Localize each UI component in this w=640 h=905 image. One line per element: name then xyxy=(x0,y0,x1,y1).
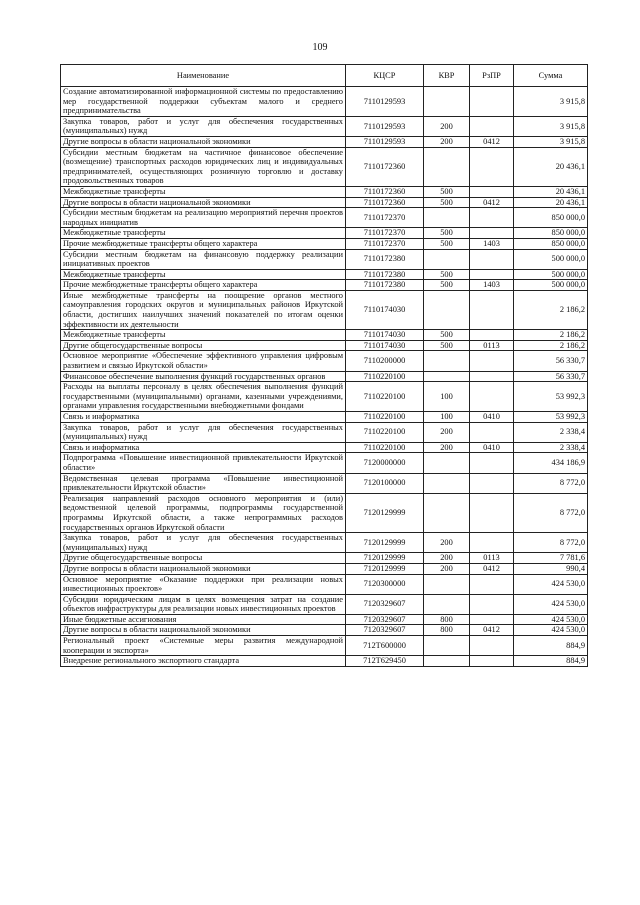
cell-sum: 850 000,0 xyxy=(514,228,588,239)
cell-name: Другие вопросы в области национальной экономики xyxy=(61,136,346,147)
cell-rzpr: 0412 xyxy=(470,563,514,574)
cell-kvr xyxy=(424,208,470,228)
cell-name: Финансовое обеспечение выполнения функций государственных органов xyxy=(61,371,346,382)
cell-kvr: 200 xyxy=(424,533,470,553)
cell-sum: 2 338,4 xyxy=(514,442,588,453)
cell-rzpr xyxy=(470,116,514,136)
cell-sum: 990,4 xyxy=(514,563,588,574)
cell-sum: 7 781,6 xyxy=(514,553,588,564)
cell-kcsr: 7120100000 xyxy=(346,473,424,493)
cell-name: Подпрограмма «Повышение инвестиционной привлекательности Иркутской области» xyxy=(61,453,346,473)
cell-kcsr: 7110129593 xyxy=(346,116,424,136)
cell-sum: 56 330,7 xyxy=(514,371,588,382)
cell-kcsr: 7110172370 xyxy=(346,208,424,228)
header-kvr: КВР xyxy=(424,65,470,87)
cell-name: Межбюджетные трансферты xyxy=(61,186,346,197)
cell-kcsr: 7110172360 xyxy=(346,197,424,208)
cell-sum: 884,9 xyxy=(514,636,588,656)
cell-rzpr xyxy=(470,351,514,371)
cell-rzpr xyxy=(470,186,514,197)
page-number: 109 xyxy=(312,42,328,53)
table-row xyxy=(61,351,588,371)
header-sum: Сумма xyxy=(514,65,588,87)
table-row xyxy=(61,412,588,423)
table-row xyxy=(61,197,588,208)
cell-kcsr: 7110172370 xyxy=(346,238,424,249)
table-row xyxy=(61,493,588,532)
table-row xyxy=(61,228,588,239)
cell-sum: 20 436,1 xyxy=(514,197,588,208)
cell-name: Субсидии местным бюджетам на финансовую поддержку реализации инициативных проектов xyxy=(61,249,346,269)
cell-sum: 850 000,0 xyxy=(514,238,588,249)
table-row xyxy=(61,147,588,186)
cell-kcsr: 7110172380 xyxy=(346,269,424,280)
cell-sum: 8 772,0 xyxy=(514,533,588,553)
cell-rzpr xyxy=(470,594,514,614)
cell-kcsr: 7110172360 xyxy=(346,147,424,186)
cell-kvr xyxy=(424,290,470,329)
cell-name: Реализация направлений расходов основного мероприятия и (или) ведомственной целевой программы, подпрограммы государственной программы Иркутской области, а также непрограммных расходов государственных органов Иркутской области xyxy=(61,493,346,532)
table-row xyxy=(61,280,588,291)
header-name: Наименование xyxy=(61,65,346,87)
cell-name: Внедрение регионального экспортного стандарта xyxy=(61,656,346,667)
cell-kvr: 500 xyxy=(424,269,470,280)
cell-sum: 424 530,0 xyxy=(514,625,588,636)
cell-rzpr xyxy=(470,382,514,412)
table-row xyxy=(61,136,588,147)
cell-name: Другие общегосударственные вопросы xyxy=(61,340,346,351)
table-row xyxy=(61,330,588,341)
cell-kvr: 800 xyxy=(424,625,470,636)
cell-name: Закупка товаров, работ и услуг для обеспечения государственных (муниципальных) нужд xyxy=(61,422,346,442)
cell-kcsr: 7110129593 xyxy=(346,87,424,117)
table-row xyxy=(61,625,588,636)
table-row xyxy=(61,656,588,667)
cell-kvr xyxy=(424,656,470,667)
cell-name: Прочие межбюджетные трансферты общего характера xyxy=(61,280,346,291)
cell-rzpr: 0412 xyxy=(470,625,514,636)
cell-sum: 3 915,8 xyxy=(514,136,588,147)
cell-kcsr: 7120129999 xyxy=(346,533,424,553)
table-body xyxy=(61,87,588,667)
cell-kvr xyxy=(424,371,470,382)
cell-sum: 850 000,0 xyxy=(514,208,588,228)
table-row xyxy=(61,340,588,351)
cell-kcsr: 7110174030 xyxy=(346,340,424,351)
cell-sum: 2 338,4 xyxy=(514,422,588,442)
cell-kcsr: 7110129593 xyxy=(346,136,424,147)
table-row xyxy=(61,116,588,136)
cell-kvr: 200 xyxy=(424,563,470,574)
cell-kvr xyxy=(424,249,470,269)
cell-kcsr: 7120000000 xyxy=(346,453,424,473)
table-row xyxy=(61,574,588,594)
cell-name: Другие вопросы в области национальной экономики xyxy=(61,625,346,636)
cell-sum: 424 530,0 xyxy=(514,614,588,625)
cell-sum: 53 992,3 xyxy=(514,412,588,423)
cell-sum: 500 000,0 xyxy=(514,269,588,280)
cell-sum: 53 992,3 xyxy=(514,382,588,412)
table-row xyxy=(61,614,588,625)
cell-rzpr xyxy=(470,228,514,239)
cell-rzpr xyxy=(470,269,514,280)
cell-rzpr xyxy=(470,371,514,382)
cell-kcsr: 7110220100 xyxy=(346,442,424,453)
cell-kcsr: 7120129999 xyxy=(346,553,424,564)
cell-rzpr xyxy=(470,208,514,228)
cell-sum: 500 000,0 xyxy=(514,249,588,269)
cell-kcsr: 7110220100 xyxy=(346,371,424,382)
cell-kvr xyxy=(424,493,470,532)
cell-name: Другие вопросы в области национальной экономики xyxy=(61,197,346,208)
cell-sum: 8 772,0 xyxy=(514,473,588,493)
cell-name: Региональный проект «Системные меры развития международной кооперации и экспорта» xyxy=(61,636,346,656)
cell-kvr xyxy=(424,453,470,473)
cell-kvr xyxy=(424,636,470,656)
cell-sum: 434 186,9 xyxy=(514,453,588,473)
cell-name: Иные бюджетные ассигнования xyxy=(61,614,346,625)
cell-rzpr xyxy=(470,574,514,594)
cell-kcsr: 7110172360 xyxy=(346,186,424,197)
table-row xyxy=(61,453,588,473)
cell-kcsr: 712T600000 xyxy=(346,636,424,656)
cell-rzpr xyxy=(470,636,514,656)
cell-kvr xyxy=(424,473,470,493)
table-row xyxy=(61,249,588,269)
cell-kcsr: 7110174030 xyxy=(346,290,424,329)
cell-sum: 2 186,2 xyxy=(514,290,588,329)
table-row xyxy=(61,269,588,280)
table-row xyxy=(61,290,588,329)
cell-name: Межбюджетные трансферты xyxy=(61,269,346,280)
cell-kcsr: 7110220100 xyxy=(346,422,424,442)
cell-rzpr xyxy=(470,422,514,442)
cell-rzpr: 0113 xyxy=(470,553,514,564)
cell-name: Закупка товаров, работ и услуг для обеспечения государственных (муниципальных) нужд xyxy=(61,533,346,553)
cell-name: Основное мероприятие «Оказание поддержки при реализации новых инвестиционных проектов» xyxy=(61,574,346,594)
cell-name: Субсидии местным бюджетам на реализацию мероприятий перечня проектов народных инициатив xyxy=(61,208,346,228)
cell-kvr: 200 xyxy=(424,116,470,136)
cell-kvr: 100 xyxy=(424,382,470,412)
cell-name: Расходы на выплаты персоналу в целях обеспечения выполнения функций государственными (муниципальными) органами, казенными учреждениями, органами управления государственными внебюджетными фондами xyxy=(61,382,346,412)
cell-kvr: 500 xyxy=(424,186,470,197)
table-row xyxy=(61,636,588,656)
cell-kcsr: 7110172370 xyxy=(346,228,424,239)
cell-kvr: 500 xyxy=(424,280,470,291)
cell-kvr: 200 xyxy=(424,553,470,564)
cell-name: Прочие межбюджетные трансферты общего характера xyxy=(61,238,346,249)
cell-kcsr: 7110172380 xyxy=(346,280,424,291)
cell-rzpr xyxy=(470,493,514,532)
cell-kcsr: 7110220100 xyxy=(346,382,424,412)
cell-kcsr: 7120300000 xyxy=(346,574,424,594)
cell-kcsr: 7110172380 xyxy=(346,249,424,269)
cell-rzpr: 0412 xyxy=(470,197,514,208)
cell-rzpr xyxy=(470,330,514,341)
cell-rzpr: 0113 xyxy=(470,340,514,351)
cell-kcsr: 7120329607 xyxy=(346,594,424,614)
table-row xyxy=(61,238,588,249)
budget-table xyxy=(60,64,588,667)
cell-kvr: 500 xyxy=(424,197,470,208)
cell-kcsr: 712T629450 xyxy=(346,656,424,667)
table-row xyxy=(61,473,588,493)
cell-kvr: 800 xyxy=(424,614,470,625)
cell-sum: 20 436,1 xyxy=(514,186,588,197)
cell-name: Закупка товаров, работ и услуг для обеспечения государственных (муниципальных) нужд xyxy=(61,116,346,136)
cell-kvr: 500 xyxy=(424,340,470,351)
cell-sum: 2 186,2 xyxy=(514,340,588,351)
cell-sum: 20 436,1 xyxy=(514,147,588,186)
table-row xyxy=(61,553,588,564)
cell-kvr xyxy=(424,87,470,117)
table-row xyxy=(61,533,588,553)
cell-sum: 3 915,8 xyxy=(514,116,588,136)
cell-rzpr xyxy=(470,533,514,553)
cell-name: Создание автоматизированной информационной системы по предоставлению мер государственной поддержки субъектам малого и среднего предпринимательства xyxy=(61,87,346,117)
cell-rzpr: 0410 xyxy=(470,412,514,423)
cell-name: Субсидии местным бюджетам на частичное финансовое обеспечение (возмещение) транспортных расходов юридических лиц и индивидуальных предпринимателей, осуществляющих розничную торговлю и доставку продовольственных товаров xyxy=(61,147,346,186)
cell-kvr xyxy=(424,594,470,614)
cell-kvr xyxy=(424,351,470,371)
cell-kcsr: 7120129999 xyxy=(346,563,424,574)
cell-rzpr xyxy=(470,87,514,117)
cell-rzpr: 1403 xyxy=(470,280,514,291)
cell-sum: 8 772,0 xyxy=(514,493,588,532)
cell-name: Иные межбюджетные трансферты на поощрение органов местного самоуправления городских округов и муниципальных районов Иркутской области, достигших наилучших значений показателей по итогам оценки эффективности их деятельности xyxy=(61,290,346,329)
cell-kcsr: 7120129999 xyxy=(346,493,424,532)
table-row xyxy=(61,594,588,614)
cell-kvr: 500 xyxy=(424,330,470,341)
header-row xyxy=(61,65,588,87)
cell-kcsr: 7110220100 xyxy=(346,412,424,423)
cell-kvr: 500 xyxy=(424,228,470,239)
cell-kvr xyxy=(424,574,470,594)
cell-kcsr: 7120329607 xyxy=(346,625,424,636)
header-rzpr: РзПР xyxy=(470,65,514,87)
cell-rzpr xyxy=(470,473,514,493)
cell-sum: 424 530,0 xyxy=(514,574,588,594)
table-row xyxy=(61,186,588,197)
header-kcsr: КЦСР xyxy=(346,65,424,87)
table-row xyxy=(61,382,588,412)
cell-kvr: 200 xyxy=(424,442,470,453)
cell-kvr: 500 xyxy=(424,238,470,249)
cell-name: Ведомственная целевая программа «Повышение инвестиционной привлекательности Иркутской области» xyxy=(61,473,346,493)
cell-rzpr xyxy=(470,290,514,329)
table-row xyxy=(61,422,588,442)
cell-name: Другие общегосударственные вопросы xyxy=(61,553,346,564)
cell-kvr: 200 xyxy=(424,136,470,147)
cell-rzpr xyxy=(470,453,514,473)
cell-name: Другие вопросы в области национальной экономики xyxy=(61,563,346,574)
cell-rzpr: 0412 xyxy=(470,136,514,147)
cell-kvr: 100 xyxy=(424,412,470,423)
cell-name: Связь и информатика xyxy=(61,442,346,453)
cell-sum: 500 000,0 xyxy=(514,280,588,291)
cell-rzpr xyxy=(470,614,514,625)
table-row xyxy=(61,208,588,228)
cell-sum: 56 330,7 xyxy=(514,351,588,371)
cell-name: Межбюджетные трансферты xyxy=(61,228,346,239)
cell-kcsr: 7110200000 xyxy=(346,351,424,371)
table-row xyxy=(61,371,588,382)
table-row xyxy=(61,442,588,453)
cell-name: Основное мероприятие «Обеспечение эффективного управления цифровым развитием и связью Иркутской области» xyxy=(61,351,346,371)
cell-rzpr: 0410 xyxy=(470,442,514,453)
cell-sum: 424 530,0 xyxy=(514,594,588,614)
cell-name: Межбюджетные трансферты xyxy=(61,330,346,341)
cell-kcsr: 7120329607 xyxy=(346,614,424,625)
cell-name: Связь и информатика xyxy=(61,412,346,423)
cell-sum: 3 915,8 xyxy=(514,87,588,117)
table-row xyxy=(61,563,588,574)
cell-sum: 884,9 xyxy=(514,656,588,667)
table-row xyxy=(61,87,588,117)
cell-kcsr: 7110174030 xyxy=(346,330,424,341)
cell-kvr xyxy=(424,147,470,186)
cell-sum: 2 186,2 xyxy=(514,330,588,341)
cell-kvr: 200 xyxy=(424,422,470,442)
cell-rzpr: 1403 xyxy=(470,238,514,249)
cell-name: Субсидии юридическим лицам в целях возмещения затрат на создание объектов инфраструктуры для реализации новых инвестиционных проектов xyxy=(61,594,346,614)
cell-rzpr xyxy=(470,147,514,186)
cell-rzpr xyxy=(470,656,514,667)
cell-rzpr xyxy=(470,249,514,269)
